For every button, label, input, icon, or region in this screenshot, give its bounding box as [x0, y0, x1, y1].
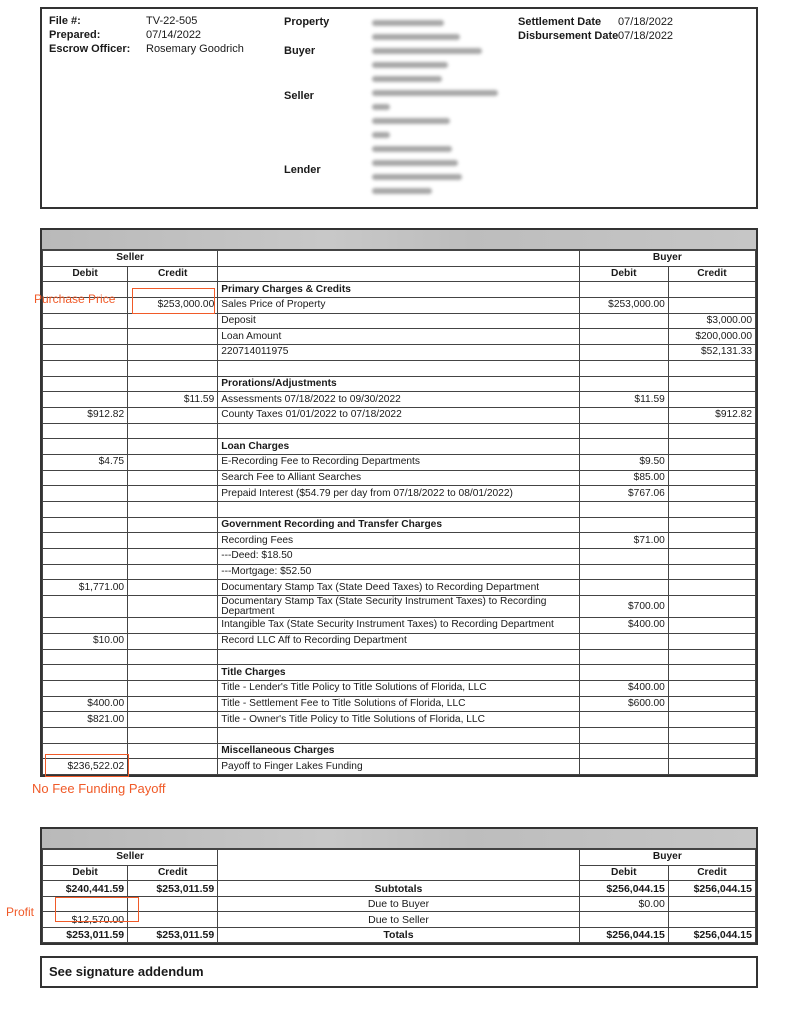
profit-highlight: [55, 897, 139, 922]
file-number-value: TV-22-505: [146, 15, 198, 27]
purchase-price-highlight: [132, 288, 215, 314]
seller-credit-cell: $253,011.59: [128, 927, 218, 943]
seller-credit-cell: [128, 759, 218, 775]
buyer-credit-cell: [668, 696, 755, 712]
description-cell: Loan Amount: [218, 329, 579, 345]
ledger-row: [43, 470, 756, 486]
seller-debit-cell: [43, 680, 128, 696]
summary-seller-credit-header: Credit: [128, 865, 218, 881]
seller-debit-cell: $1,771.00: [43, 580, 128, 596]
description-cell: Loan Charges: [218, 439, 579, 455]
ledger-row: [43, 329, 756, 345]
seller-debit-cell: [43, 564, 128, 580]
ledger-row: [43, 696, 756, 712]
seller-credit-cell: [128, 665, 218, 681]
description-cell: E-Recording Fee to Recording Departments: [218, 454, 579, 470]
seller-debit-header: Debit: [43, 266, 128, 282]
buyer-credit-cell: [668, 392, 755, 408]
seller-debit-cell: $253,011.59: [43, 927, 128, 943]
buyer-debit-cell: [579, 759, 668, 775]
buyer-debit-cell: $700.00: [579, 596, 668, 618]
description-cell: [218, 649, 579, 665]
file-number-label: File #:: [49, 15, 81, 27]
description-cell: Title - Lender's Title Policy to Title Solutions of Florida, LLC: [218, 680, 579, 696]
ledger-row: [43, 649, 756, 665]
seller-credit-cell: [128, 345, 218, 361]
settlement-date-label: Settlement Date: [518, 16, 602, 28]
description-cell: Due to Buyer: [218, 896, 579, 912]
description-subheader: [218, 266, 579, 282]
description-cell: Prepaid Interest ($54.79 per day from 07/18/2022 to 08/01/2022): [218, 486, 579, 502]
description-cell: Intangible Tax (State Security Instrument Taxes) to Recording Department: [218, 618, 579, 634]
section-heading-row: [43, 665, 756, 681]
seller-credit-cell: [128, 470, 218, 486]
buyer-credit-cell: [668, 759, 755, 775]
escrow-officer-value: Rosemary Goodrich: [146, 43, 244, 55]
seller-debit-cell: [43, 533, 128, 549]
disbursement-date-label: Disbursement Date: [518, 30, 619, 42]
buyer-debit-cell: [579, 407, 668, 423]
settlement-header: [40, 7, 758, 209]
buyer-debit-cell: [579, 564, 668, 580]
description-cell: Prorations/Adjustments: [218, 376, 579, 392]
buyer-debit-cell: $253,000.00: [579, 298, 668, 314]
summary-seller-header: Seller: [43, 850, 218, 866]
seller-label: Seller: [284, 90, 314, 102]
summary-description-header: [218, 850, 579, 881]
seller-credit-header: Credit: [128, 266, 218, 282]
description-cell: Assessments 07/18/2022 to 09/30/2022: [218, 392, 579, 408]
description-cell: Miscellaneous Charges: [218, 743, 579, 759]
seller-column-header: Seller: [43, 251, 218, 267]
seller-credit-cell: [128, 376, 218, 392]
buyer-credit-cell: [668, 486, 755, 502]
buyer-debit-cell: [579, 912, 668, 928]
seller-credit-cell: [128, 423, 218, 439]
summary-table: [42, 849, 756, 943]
seller-debit-cell: $236,522.02: [43, 759, 128, 775]
buyer-debit-cell: [579, 633, 668, 649]
buyer-debit-cell: [579, 727, 668, 743]
buyer-credit-cell: [668, 517, 755, 533]
buyer-credit-cell: [668, 549, 755, 565]
payoff-highlight: [45, 754, 129, 777]
ledger-row: [43, 596, 756, 618]
seller-debit-cell: [43, 329, 128, 345]
buyer-credit-cell: [668, 533, 755, 549]
summary-row: [43, 896, 756, 912]
seller-credit-cell: [128, 439, 218, 455]
description-cell: Sales Price of Property: [218, 298, 579, 314]
buyer-credit-cell: [668, 502, 755, 518]
property-label: Property: [284, 16, 330, 28]
buyer-credit-cell: [668, 564, 755, 580]
description-cell: Due to Seller: [218, 912, 579, 928]
buyer-credit-cell: [668, 454, 755, 470]
seller-debit-cell: [43, 313, 128, 329]
section-heading-row: [43, 517, 756, 533]
buyer-credit-cell: [668, 423, 755, 439]
buyer-debit-cell: [579, 329, 668, 345]
buyer-credit-cell: $3,000.00: [668, 313, 755, 329]
payoff-annotation: No Fee Funding Payoff: [32, 781, 166, 796]
seller-credit-cell: [128, 596, 218, 618]
seller-credit-cell: $253,000.00: [128, 298, 218, 314]
buyer-debit-cell: [579, 743, 668, 759]
description-cell: Subtotals: [218, 881, 579, 897]
ledger-row: [43, 759, 756, 775]
buyer-credit-header: Credit: [668, 266, 755, 282]
seller-debit-cell: [43, 665, 128, 681]
seller-debit-cell: $12,570.00: [43, 912, 128, 928]
seller-debit-cell: [43, 596, 128, 618]
seller-debit-cell: [43, 392, 128, 408]
description-cell: County Taxes 01/01/2022 to 07/18/2022: [218, 407, 579, 423]
description-cell: 220714011975: [218, 345, 579, 361]
buyer-debit-cell: $0.00: [579, 896, 668, 912]
section-heading-row: [43, 376, 756, 392]
seller-credit-cell: [128, 580, 218, 596]
description-cell: [218, 423, 579, 439]
buyer-debit-cell: [579, 649, 668, 665]
buyer-debit-cell: $85.00: [579, 470, 668, 486]
seller-credit-cell: $11.59: [128, 392, 218, 408]
buyer-credit-cell: [668, 633, 755, 649]
buyer-debit-cell: $256,044.15: [579, 927, 668, 943]
buyer-debit-cell: [579, 345, 668, 361]
prepared-label: Prepared:: [49, 29, 101, 41]
buyer-credit-cell: [668, 743, 755, 759]
seller-credit-cell: [128, 360, 218, 376]
buyer-credit-cell: [668, 298, 755, 314]
description-cell: Title - Owner's Title Policy to Title Solutions of Florida, LLC: [218, 712, 579, 728]
buyer-credit-cell: [668, 912, 755, 928]
seller-credit-cell: [128, 502, 218, 518]
seller-debit-cell: $912.82: [43, 407, 128, 423]
buyer-debit-cell: [579, 439, 668, 455]
section-heading-row: [43, 439, 756, 455]
seller-debit-cell: $4.75: [43, 454, 128, 470]
ledger-row: [43, 727, 756, 743]
buyer-debit-cell: [579, 313, 668, 329]
buyer-credit-cell: [668, 439, 755, 455]
description-cell: Title Charges: [218, 665, 579, 681]
buyer-credit-cell: [668, 470, 755, 486]
disbursement-date-value: 07/18/2022: [618, 30, 674, 42]
settlement-date-value: 07/18/2022: [618, 16, 674, 28]
ledger-row: [43, 533, 756, 549]
description-cell: [218, 727, 579, 743]
seller-credit-cell: [128, 329, 218, 345]
description-cell: Title - Settlement Fee to Title Solutions of Florida, LLC: [218, 696, 579, 712]
buyer-credit-cell: [668, 665, 755, 681]
seller-debit-cell: $240,441.59: [43, 881, 128, 897]
buyer-credit-cell: $912.82: [668, 407, 755, 423]
buyer-debit-cell: [579, 376, 668, 392]
description-cell: Recording Fees: [218, 533, 579, 549]
buyer-credit-cell: [668, 727, 755, 743]
signature-addendum-note: See signature addendum: [40, 956, 758, 988]
ledger-row: [43, 486, 756, 502]
seller-credit-cell: [128, 454, 218, 470]
ledger-row: [43, 633, 756, 649]
description-cell: Documentary Stamp Tax (State Security Instrument Taxes) to Recording Department: [218, 596, 579, 618]
seller-debit-cell: [43, 727, 128, 743]
summary-buyer-header: Buyer: [579, 850, 755, 866]
description-cell: Government Recording and Transfer Charges: [218, 517, 579, 533]
buyer-credit-cell: [668, 360, 755, 376]
buyer-debit-cell: [579, 665, 668, 681]
ledger-row: [43, 680, 756, 696]
ledger-row: [43, 392, 756, 408]
seller-credit-cell: [128, 517, 218, 533]
ledger-table: [42, 250, 756, 775]
seller-credit-cell: [128, 407, 218, 423]
buyer-credit-cell: [668, 649, 755, 665]
description-cell: Search Fee to Alliant Searches: [218, 470, 579, 486]
seller-credit-cell: [128, 712, 218, 728]
seller-credit-cell: [128, 912, 218, 928]
ledger-row: [43, 454, 756, 470]
ledger-row: [43, 345, 756, 361]
seller-credit-cell: [128, 564, 218, 580]
profit-annotation: Profit: [6, 905, 35, 919]
seller-debit-cell: [43, 502, 128, 518]
buyer-credit-cell: $52,131.33: [668, 345, 755, 361]
ledger-row: [43, 360, 756, 376]
seller-debit-cell: [43, 549, 128, 565]
description-cell: ---Deed: $18.50: [218, 549, 579, 565]
lender-label: Lender: [284, 164, 321, 176]
description-cell: ---Mortgage: $52.50: [218, 564, 579, 580]
ledger-header-bar: [42, 230, 756, 250]
summary-header-bar: [42, 829, 756, 849]
seller-debit-cell: [43, 360, 128, 376]
seller-credit-cell: [128, 649, 218, 665]
prepared-value: 07/14/2022: [146, 29, 202, 41]
seller-credit-cell: [128, 533, 218, 549]
buyer-debit-cell: $400.00: [579, 680, 668, 696]
seller-credit-cell: [128, 313, 218, 329]
seller-debit-cell: [43, 470, 128, 486]
seller-credit-cell: [128, 896, 218, 912]
ledger-row: [43, 423, 756, 439]
description-cell: Payoff to Finger Lakes Funding: [218, 759, 579, 775]
buyer-debit-cell: [579, 423, 668, 439]
totals-summary: [40, 827, 758, 945]
summary-seller-debit-header: Debit: [43, 865, 128, 881]
buyer-credit-cell: [668, 712, 755, 728]
buyer-debit-cell: $767.06: [579, 486, 668, 502]
description-cell: Deposit: [218, 313, 579, 329]
ledger-row: [43, 407, 756, 423]
buyer-debit-cell: [579, 712, 668, 728]
ledger-row: [43, 549, 756, 565]
seller-debit-cell: [43, 439, 128, 455]
seller-debit-cell: [43, 376, 128, 392]
buyer-credit-cell: [668, 618, 755, 634]
description-cell: Record LLC Aff to Recording Department: [218, 633, 579, 649]
section-heading-row: [43, 743, 756, 759]
seller-credit-cell: $253,011.59: [128, 881, 218, 897]
seller-debit-cell: [43, 486, 128, 502]
buyer-credit-cell: $200,000.00: [668, 329, 755, 345]
summary-row: [43, 912, 756, 928]
summary-buyer-debit-header: Debit: [579, 865, 668, 881]
seller-debit-cell: [43, 423, 128, 439]
buyer-credit-cell: [668, 596, 755, 618]
escrow-officer-label: Escrow Officer:: [49, 43, 131, 55]
buyer-credit-cell: [668, 680, 755, 696]
description-column-header: [218, 251, 579, 267]
seller-credit-cell: [128, 549, 218, 565]
buyer-debit-cell: [579, 517, 668, 533]
buyer-debit-cell: $11.59: [579, 392, 668, 408]
ledger-row: [43, 580, 756, 596]
buyer-credit-cell: [668, 896, 755, 912]
seller-debit-cell: [43, 345, 128, 361]
seller-debit-cell: $821.00: [43, 712, 128, 728]
description-cell: Documentary Stamp Tax (State Deed Taxes) to Recording Department: [218, 580, 579, 596]
summary-row: [43, 927, 756, 943]
buyer-debit-cell: $400.00: [579, 618, 668, 634]
buyer-debit-header: Debit: [579, 266, 668, 282]
buyer-credit-cell: $256,044.15: [668, 881, 755, 897]
summary-buyer-credit-header: Credit: [668, 865, 755, 881]
summary-row: [43, 881, 756, 897]
buyer-credit-cell: [668, 282, 755, 298]
description-cell: [218, 360, 579, 376]
seller-credit-cell: [128, 696, 218, 712]
ledger-row: [43, 313, 756, 329]
buyer-credit-cell: [668, 580, 755, 596]
purchase-price-annotation: Purchase Price: [34, 292, 116, 306]
buyer-debit-cell: [579, 360, 668, 376]
buyer-debit-cell: $600.00: [579, 696, 668, 712]
seller-credit-cell: [128, 486, 218, 502]
seller-credit-cell: [128, 680, 218, 696]
seller-credit-cell: [128, 618, 218, 634]
seller-debit-cell: [43, 618, 128, 634]
seller-debit-cell: [43, 517, 128, 533]
seller-debit-cell: $400.00: [43, 696, 128, 712]
seller-debit-cell: $10.00: [43, 633, 128, 649]
buyer-debit-cell: [579, 282, 668, 298]
buyer-debit-cell: [579, 580, 668, 596]
seller-credit-cell: [128, 727, 218, 743]
seller-debit-cell: [43, 649, 128, 665]
description-cell: Primary Charges & Credits: [218, 282, 579, 298]
description-cell: Totals: [218, 927, 579, 943]
buyer-credit-cell: [668, 376, 755, 392]
buyer-label: Buyer: [284, 45, 316, 57]
seller-credit-cell: [128, 633, 218, 649]
buyer-column-header: Buyer: [579, 251, 755, 267]
buyer-debit-cell: $71.00: [579, 533, 668, 549]
ledger-row: [43, 564, 756, 580]
ledger-row: [43, 502, 756, 518]
buyer-debit-cell: [579, 502, 668, 518]
buyer-debit-cell: $9.50: [579, 454, 668, 470]
ledger-row: [43, 712, 756, 728]
buyer-debit-cell: [579, 549, 668, 565]
description-cell: [218, 502, 579, 518]
seller-credit-cell: [128, 743, 218, 759]
ledger-row: [43, 618, 756, 634]
buyer-debit-cell: $256,044.15: [579, 881, 668, 897]
buyer-credit-cell: $256,044.15: [668, 927, 755, 943]
